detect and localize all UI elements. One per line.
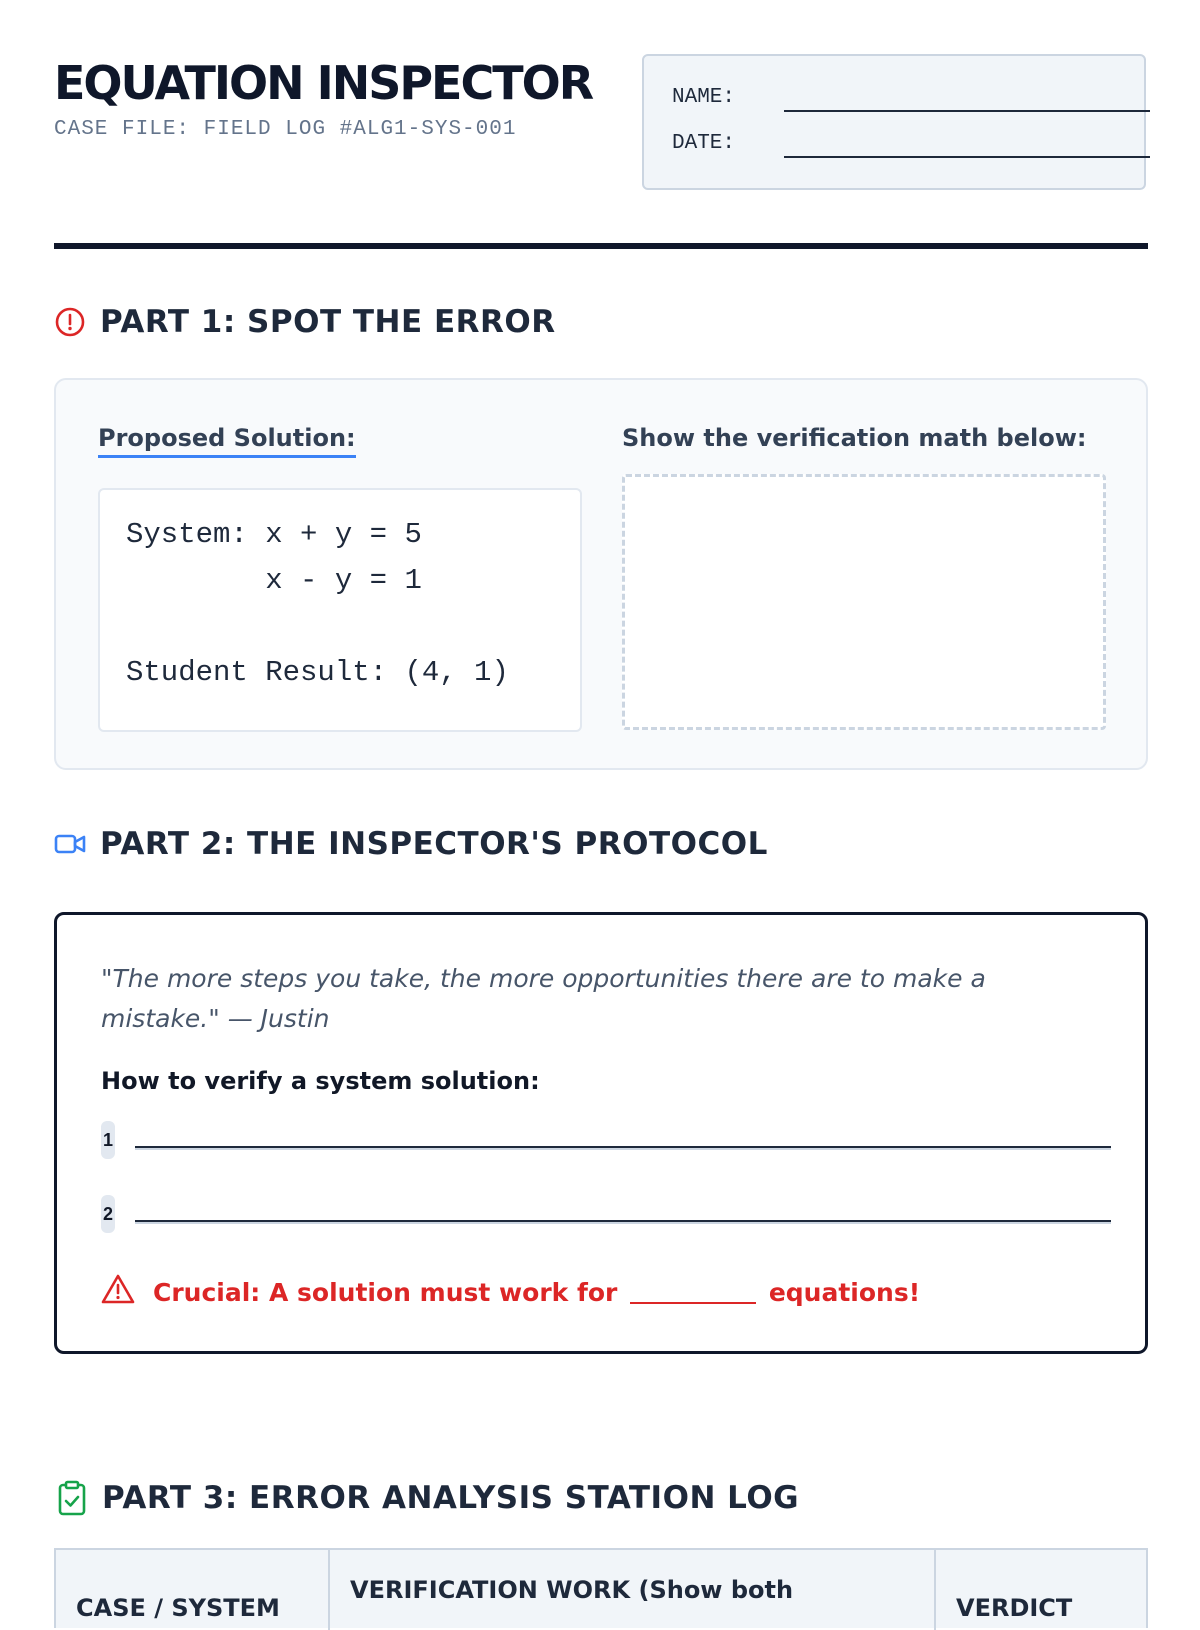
step-number-2: 2 [101,1195,115,1233]
date-row [672,132,735,155]
crucial-text-start: Crucial: A solution must work for [153,1277,618,1307]
verification-work-area[interactable] [622,474,1106,730]
alert-circle-icon [54,306,86,338]
part3-title: PART 3: ERROR ANALYSIS STATION LOG [102,1480,800,1516]
name-label: NAME: [672,86,736,109]
name-blank[interactable] [784,110,1150,112]
column-header-case: CASE / SYSTEM [56,1550,330,1630]
part2-title: PART 2: THE INSPECTOR'S PROTOCOL [100,826,768,862]
name-row [672,86,735,109]
date-blank[interactable] [784,156,1150,158]
verification-label: Show the verification math below: [622,424,1087,452]
step-1-blank[interactable] [135,1146,1111,1150]
case-file-id: CASE FILE: FIELD LOG #ALG1-SYS-001 [54,118,517,141]
part2-card [54,912,1148,1354]
part1-heading [54,304,556,340]
part1-title: PART 1: SPOT THE ERROR [100,304,556,340]
station-log-table [54,1548,1148,1628]
clipboard-check-icon [56,1480,88,1516]
student-info-box [642,54,1146,190]
proposed-solution-label: Proposed Solution: [98,424,356,458]
part2-heading [54,826,768,862]
step-2-blank[interactable] [135,1220,1111,1224]
step-number-1: 1 [101,1121,115,1159]
warning-triangle-icon [101,1273,135,1311]
crucial-blank[interactable] [630,1302,756,1304]
crucial-note [101,1273,920,1311]
proposed-solution-box [98,488,582,732]
part3-heading [56,1480,799,1516]
system-equation-2: x - y = 1 [126,564,422,597]
header-divider [54,243,1148,249]
video-camera-icon [54,828,86,860]
page-title: EQUATION INSPECTOR [54,56,593,110]
howto-heading: How to verify a system solution: [101,1067,540,1095]
student-result: Student Result: (4, 1) [126,656,509,689]
column-header-verdict: VERDICT [956,1594,1073,1622]
justin-quote: "The more steps you take, the more opportunities there are to make a mistake." — Justin [101,964,986,1033]
crucial-text-end: equations! [768,1277,921,1307]
date-label: DATE: [672,132,736,155]
system-equation-1: System: x + y = 5 [126,518,422,551]
part1-card [54,378,1148,770]
column-header-verification: VERIFICATION WORK (Show both [330,1550,936,1630]
